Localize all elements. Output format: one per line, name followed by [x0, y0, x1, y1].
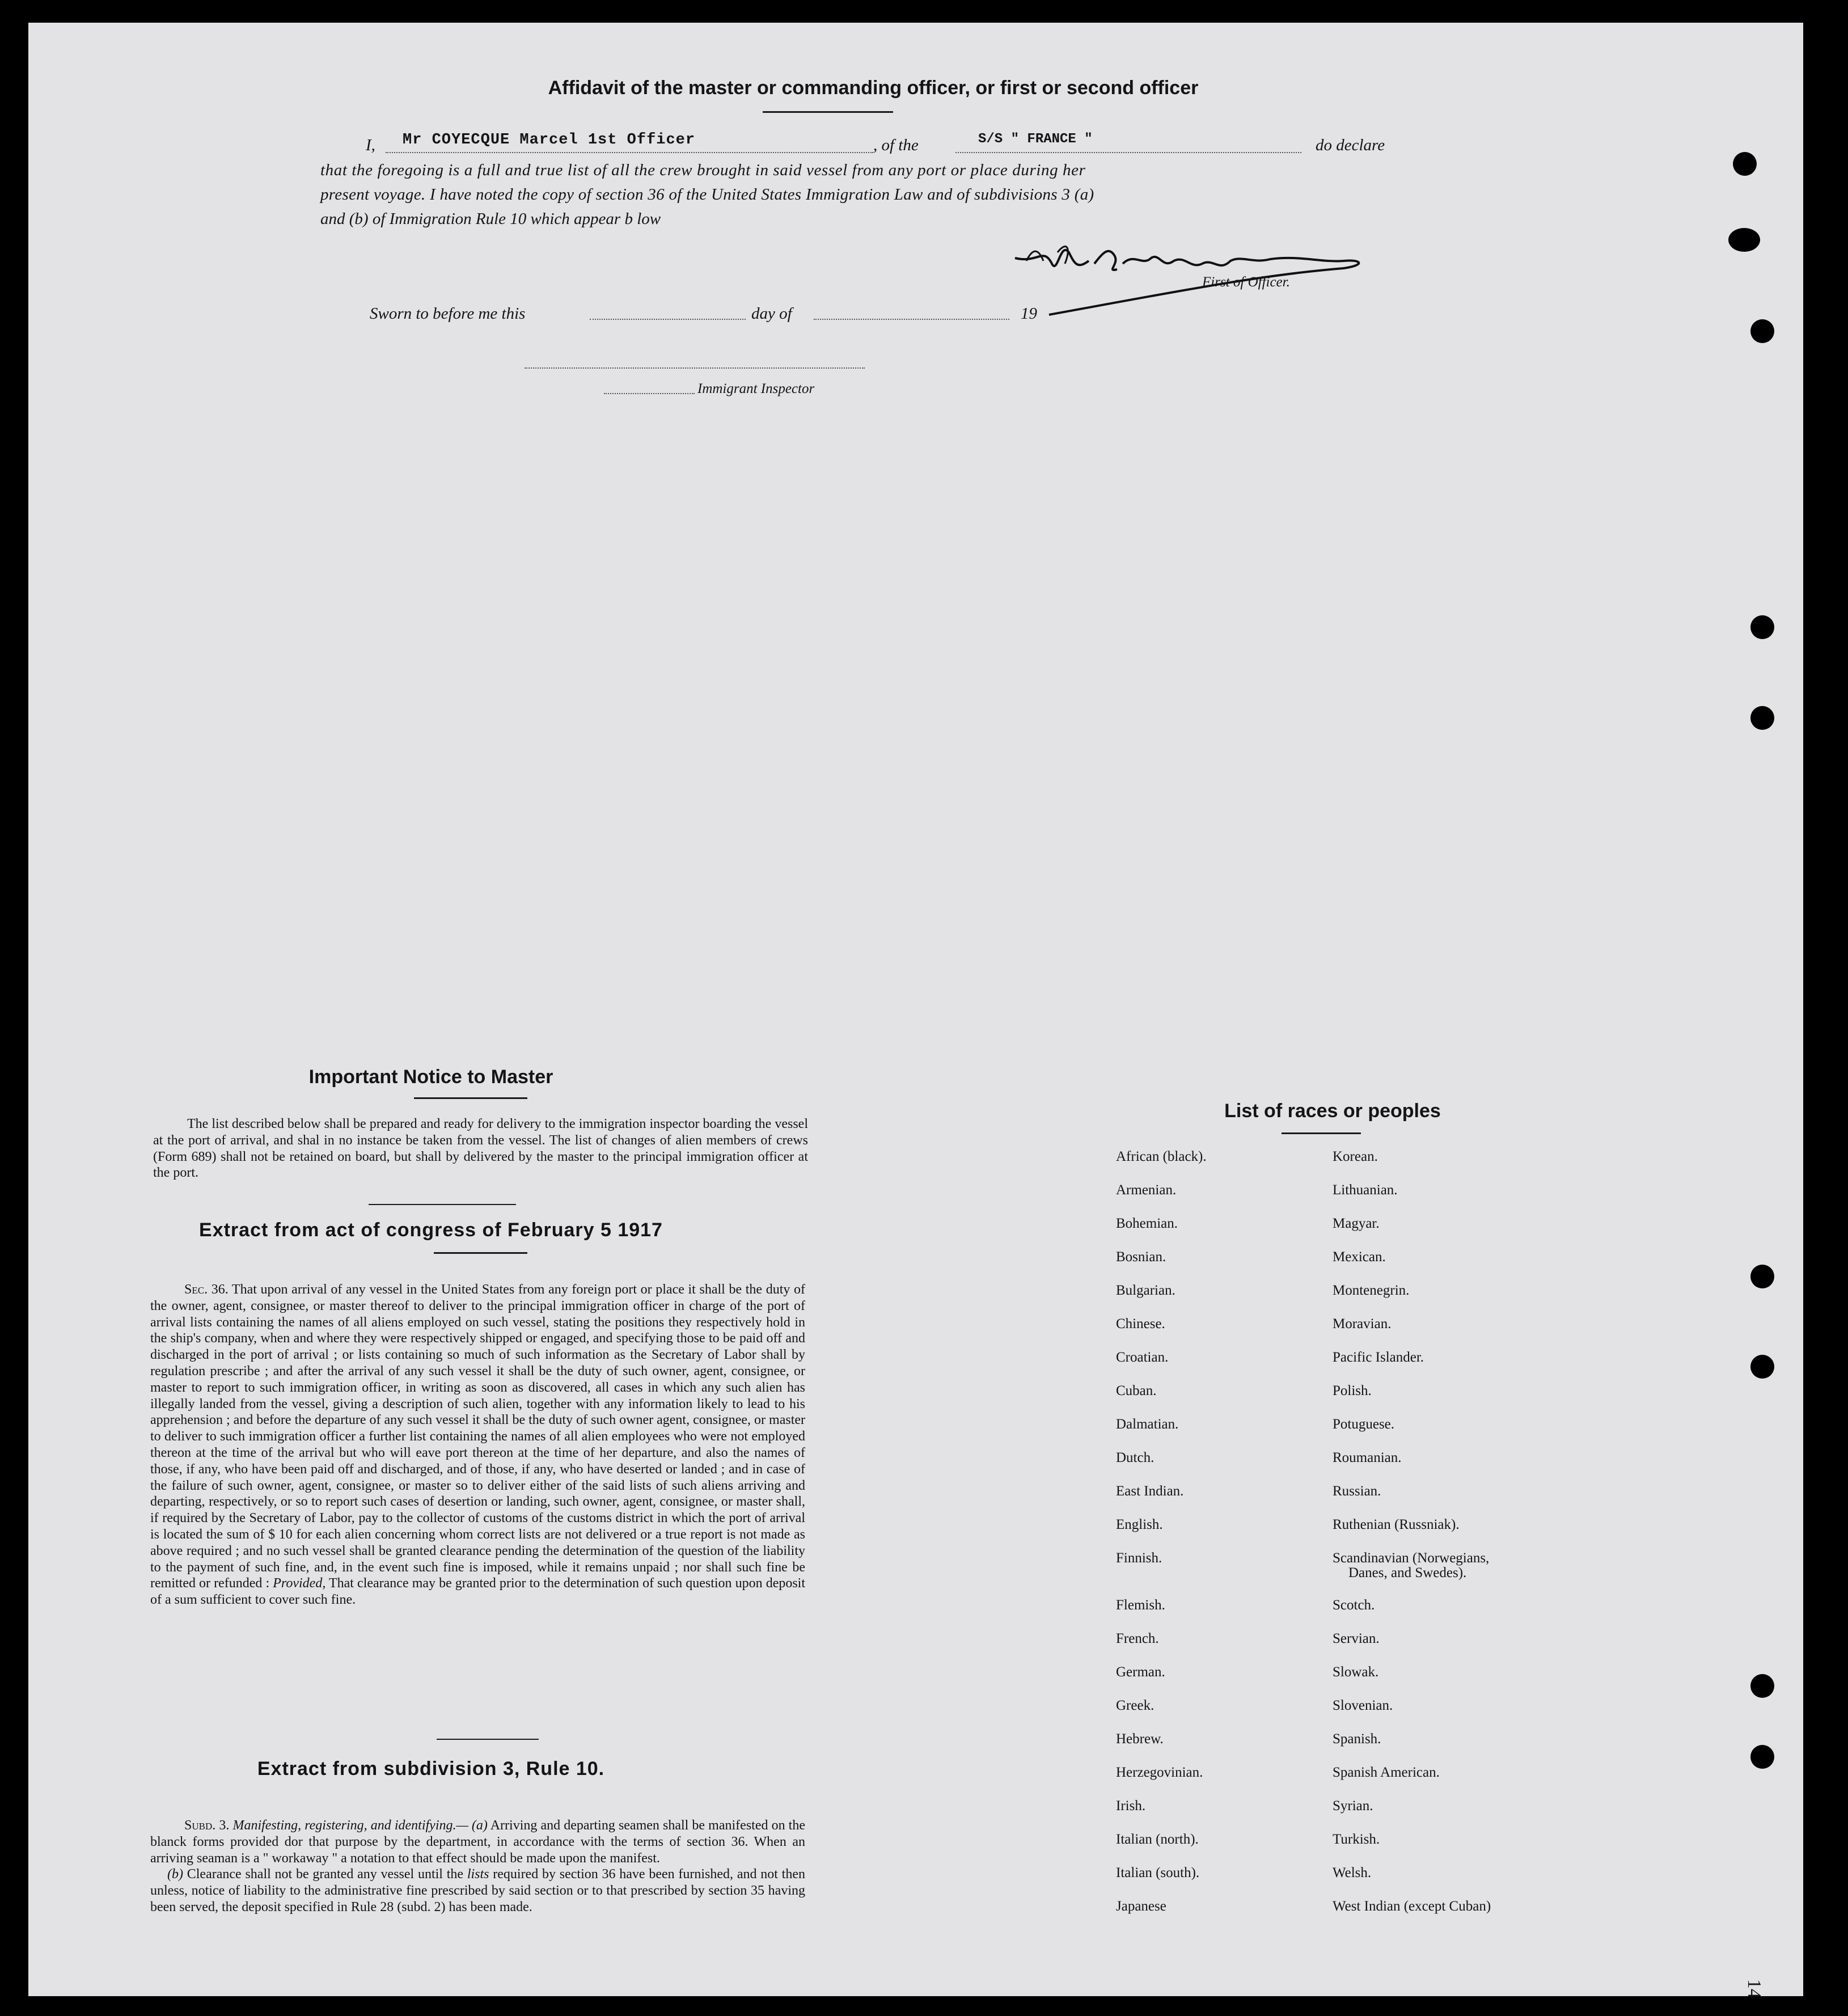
race-welsh: Welsh.	[1333, 1865, 1372, 1880]
race-armenian: Armenian.	[1116, 1182, 1177, 1198]
declaration-line-2: that the foregoing is a full and true list of all the crew brought in said vessel from any port or place during her	[320, 161, 1086, 179]
declaration-line-3: present voyage. I have noted the copy of section 36 of the United States Immigration Law and of subdivisions 3 (a)	[320, 185, 1094, 204]
subd-text-a: Arriving and departing seamen shall be manifested on the blanck forms provided dor that purpose by the department, in accordance with the terms of section 36. When an arriving seaman is a " workaway " a notation to that effect should be made upon the manifest.	[150, 1818, 805, 1866]
race-african: African (black).	[1116, 1149, 1207, 1164]
race-turkish: Turkish.	[1333, 1832, 1380, 1847]
notice-title: Important Notice to Master	[308, 1066, 553, 1088]
act-extract-text	[150, 1282, 805, 1608]
race-chinese: Chinese.	[1116, 1316, 1165, 1332]
officer-title: First of Officer.	[1202, 274, 1290, 290]
race-bosnian: Bosnian.	[1116, 1249, 1166, 1265]
race-spanish-american: Spanish American.	[1333, 1765, 1440, 1780]
race-east-indian: East Indian.	[1116, 1484, 1184, 1499]
subd-heading: Manifesting, registering, and identifying.— (a)	[232, 1818, 488, 1833]
declaration-line-1	[366, 136, 375, 155]
race-spanish: Spanish.	[1333, 1731, 1381, 1747]
binder-hole	[1750, 1355, 1774, 1379]
rule-extract-text	[150, 1818, 805, 1916]
binder-hole	[1750, 706, 1774, 730]
notice-text	[153, 1116, 808, 1181]
race-magyar: Magyar.	[1333, 1216, 1380, 1231]
race-lithuanian: Lithuanian.	[1333, 1182, 1398, 1198]
binder-hole	[1750, 615, 1774, 639]
race-korean: Korean.	[1333, 1149, 1378, 1164]
notice-paragraph: The list described below shall be prepared and ready for delivery to the immigration inspector boarding the vessel at the port of arrival, and shal in no instance be taken from the vessel. The list of changes of alien members of crews (Form 689) shall not be retained on board, but shall by delivered by the master to the principal immigration officer at the port.	[153, 1117, 808, 1181]
race-slowak: Slowak.	[1333, 1664, 1379, 1680]
race-roumanian: Roumanian.	[1333, 1450, 1402, 1465]
title-underline	[763, 111, 893, 113]
sec-36-paragraph	[150, 1282, 805, 1608]
subd-text-b1: Clearance shall not be granted any vessel until the	[187, 1867, 464, 1882]
binder-hole	[1733, 152, 1757, 176]
declaration-line-4: and (b) of Immigration Rule 10 which appear b low	[320, 210, 661, 228]
race-irish: Irish.	[1116, 1798, 1146, 1814]
race-syrian: Syrian.	[1333, 1798, 1373, 1814]
race-hebrew: Hebrew.	[1116, 1731, 1164, 1747]
race-scandinavian: Scandinavian (Norwegians,	[1333, 1550, 1490, 1566]
section-divider	[369, 1204, 516, 1205]
race-bulgarian: Bulgarian.	[1116, 1283, 1175, 1298]
sec-36-label: Sec. 36.	[184, 1282, 229, 1297]
race-italian-north: Italian (north).	[1116, 1832, 1199, 1847]
race-montenegrin: Montenegrin.	[1333, 1283, 1410, 1298]
affidavit-title: Affidavit of the master or commanding officer, or first or second officer	[548, 77, 1199, 99]
binder-hole	[1728, 228, 1760, 252]
binder-hole	[1750, 1674, 1774, 1698]
day-of-label: day of	[751, 305, 792, 323]
race-german: German.	[1116, 1664, 1165, 1680]
sec-36-text-end: That clearance may be granted prior to the determination of such question upon deposit of a sum sufficient to cover such fine.	[150, 1576, 806, 1608]
races-title-underline	[1282, 1132, 1361, 1134]
rule-extract-title: Extract from subdivision 3, Rule 10.	[257, 1758, 605, 1780]
sworn-month-blank	[814, 319, 1009, 320]
race-english: English.	[1116, 1517, 1163, 1532]
vessel-blank	[955, 152, 1301, 153]
race-slovenian: Slovenian.	[1333, 1698, 1393, 1713]
vessel-name: S/S " FRANCE "	[978, 132, 1093, 147]
race-french: French.	[1116, 1631, 1159, 1646]
race-russian: Russian.	[1333, 1484, 1381, 1499]
race-moravian: Moravian.	[1333, 1316, 1392, 1332]
page-number-mark: 14	[1744, 1979, 1765, 1998]
subd-b-paragraph	[150, 1866, 805, 1915]
race-dutch: Dutch.	[1116, 1450, 1155, 1465]
act-extract-title: Extract from act of congress of February 5 1917	[199, 1219, 663, 1241]
provided-word: Provided,	[273, 1576, 326, 1591]
act-title-underline	[434, 1252, 527, 1254]
race-pacific-islander: Pacific Islander.	[1333, 1350, 1424, 1365]
race-italian-south: Italian (south).	[1116, 1865, 1200, 1880]
subd-3-paragraph	[150, 1818, 805, 1866]
binder-hole	[1750, 319, 1774, 343]
race-ruthenian: Ruthenian (Russniak).	[1333, 1517, 1460, 1532]
race-bohemian: Bohemian.	[1116, 1216, 1178, 1231]
inspector-signature-line-short	[604, 393, 695, 394]
declaration-i: I,	[366, 136, 375, 154]
subd-b-label: (b)	[167, 1867, 183, 1882]
subd-text-b2: required by section 36 have been furnished, and not then unless, notice of liability to the administrative fine prescribed by said section or to that prescribed by section 35 having been served, the deposit specified in Rule 28 (subd. 2) has been made.	[150, 1867, 805, 1914]
race-scandinavian-continued: Danes, and Swedes).	[1348, 1565, 1467, 1580]
lists-word: lists	[467, 1867, 489, 1882]
races-title: List of races or peoples	[1224, 1100, 1441, 1122]
race-croatian: Croatian.	[1116, 1350, 1169, 1365]
race-mexican: Mexican.	[1333, 1249, 1386, 1265]
binder-hole	[1750, 1265, 1774, 1288]
race-west-indian: West Indian (except Cuban)	[1333, 1899, 1491, 1914]
declarant-blank	[386, 152, 873, 153]
section-divider	[437, 1739, 539, 1740]
race-japanese: Japanese	[1116, 1899, 1166, 1914]
race-herzegovinian: Herzegovinian.	[1116, 1765, 1203, 1780]
sworn-label: Sworn to before me this	[370, 305, 526, 323]
race-polish: Polish.	[1333, 1383, 1372, 1398]
binder-hole	[1750, 1745, 1774, 1769]
race-scotch: Scotch.	[1333, 1597, 1375, 1613]
do-declare-label: do declare	[1316, 136, 1385, 154]
race-cuban: Cuban.	[1116, 1383, 1157, 1398]
race-servian: Servian.	[1333, 1631, 1380, 1646]
year-label: 19	[1021, 305, 1037, 323]
race-flemish: Flemish.	[1116, 1597, 1165, 1613]
inspector-signature-line	[525, 367, 865, 369]
subd-label: Subd. 3.	[184, 1818, 230, 1833]
race-finnish: Finnish.	[1116, 1550, 1162, 1566]
sworn-day-blank	[590, 319, 746, 320]
sec-36-text: That upon arrival of any vessel in the United States from any foreign port or place it shall be the duty of the owner, agent, consignee, or master thereof to deliver to the principal immigration officer in charge of the port of arrival lists containing the names of all aliens employed on such vessel, stating the positions they respectively hold in the ship's company, when and where they were respectively shipped or engaged, and specifying those to be paid off and discharged in the port of arrival ; or lists containing so much of such information as the Secretary of Labor shall by regulation prescribe ; and after the arrival of any such vessel it shall be the duty of such owner, agent, consignee, or master to report to such immigration officer, in writing as soon as discovered, all cases in which any such alien has illegally landed from the vessel, giving a description of such alien, together with any information likely to lead to his apprehension ; and before the departure of any such vessel it shall be the duty of such owner agent, consignee, or master to deliver to such immigration officer a further list containing the names of all alien employees who were not employed thereon at the time of the arrival but who will eave port thereon at the time of her departure, and also the names of those, if any, who have been paid off and discharged, and of those, if any, who have deserted or landed ; and in case of the failure of such owner, agent, consignee, or master so to deliver either of the said lists of such aliens arriving and departing, respectively, or so to report such cases of desertion or landing, such owner, agent, consignee, or master shall, if required by the Secretary of Labor, pay to the collector of customs of the customs district in which the port of arrival is located the sum of $ 10 for each alien concerning whom correct lists are not delivered or a true report is not made as above required ; and no such vessel shall be granted clearance pending the determination of the question of the liability to the payment of such fine, and, in the event such fine is imposed, while it remains unpaid ; nor shall such fine be remitted or refunded :	[150, 1282, 805, 1591]
declarant-name: Mr COYECQUE Marcel 1st Officer	[403, 132, 696, 149]
race-dalmatian: Dalmatian.	[1116, 1417, 1179, 1432]
race-portuguese: Potuguese.	[1333, 1417, 1395, 1432]
notice-title-underline	[414, 1097, 527, 1099]
race-greek: Greek.	[1116, 1698, 1155, 1713]
inspector-label: Immigrant Inspector	[697, 381, 815, 396]
of-the-label: , of the	[873, 136, 919, 154]
